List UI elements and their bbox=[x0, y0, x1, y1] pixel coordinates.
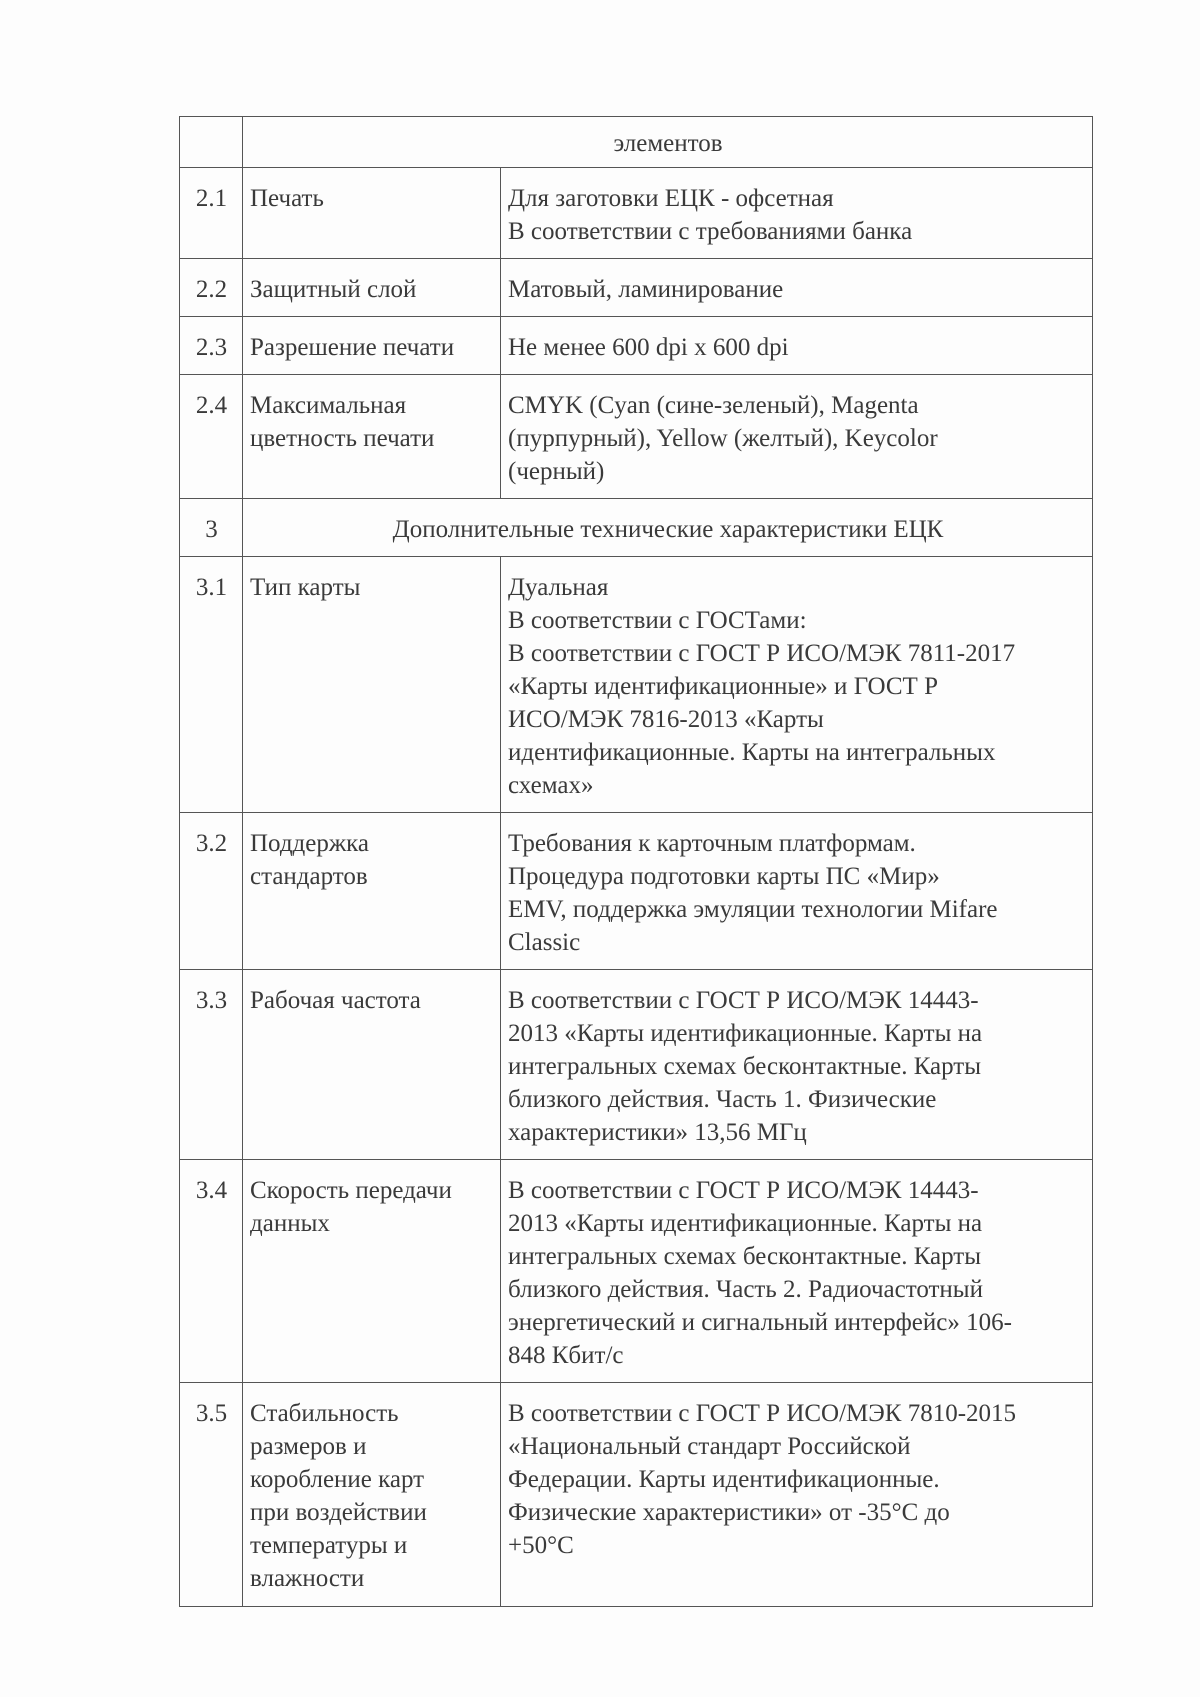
table-cell-number: 2.1 bbox=[180, 168, 243, 259]
table-cell-value: В соответствии с ГОСТ Р ИСО/МЭК 7810-2015 «Национальный стандарт Российской Федерации. Карты идентификационные. Физические характеристики» от -35°С до +50°С bbox=[501, 1383, 1093, 1607]
table-cell-number: 2.2 bbox=[180, 259, 243, 317]
table-cell-value: Требования к карточным платформам. Процедура подготовки карты ПС «Мир» EMV, поддержка эмуляции технологии Mifare Classic bbox=[501, 813, 1093, 970]
table-row bbox=[180, 1160, 1093, 1383]
table-cell-parameter: Рабочая частота bbox=[243, 970, 501, 1160]
table-cell-value: Дуальная В соответствии с ГОСТами: В соответствии с ГОСТ Р ИСО/МЭК 7811-2017 «Карты идентификационные» и ГОСТ Р ИСО/МЭК 7816-2013 «Карты идентификационные. Карты на интегральных схемах» bbox=[501, 557, 1093, 813]
table-row bbox=[180, 1383, 1093, 1607]
table-cell-parameter: Разрешение печати bbox=[243, 317, 501, 375]
table-row bbox=[180, 259, 1093, 317]
table-cell-value: Для заготовки ЕЦК - офсетная В соответствии с требованиями банка bbox=[501, 168, 1093, 259]
table-row-section-header bbox=[180, 499, 1093, 557]
table-cell-parameter: Печать bbox=[243, 168, 501, 259]
spec-table bbox=[179, 116, 1093, 1607]
table-cell-value: В соответствии с ГОСТ Р ИСО/МЭК 14443- 2013 «Карты идентификационные. Карты на интегральных схемах бесконтактные. Карты близкого действия. Часть 1. Физические характеристики» 13,56 МГц bbox=[501, 970, 1093, 1160]
table-cell-parameter: Скорость передачи данных bbox=[243, 1160, 501, 1383]
table-cell-number: 3.3 bbox=[180, 970, 243, 1160]
table-cell-number: 3.1 bbox=[180, 557, 243, 813]
table-cell-parameter: Защитный слой bbox=[243, 259, 501, 317]
table-cell-value: Матовый, ламинирование bbox=[501, 259, 1093, 317]
table-row bbox=[180, 970, 1093, 1160]
table-cell-section-number: 3 bbox=[180, 499, 243, 557]
table-cell-number: 3.4 bbox=[180, 1160, 243, 1383]
table-row-continuation bbox=[180, 117, 1093, 168]
table-row bbox=[180, 557, 1093, 813]
table-cell-parameter: Тип карты bbox=[243, 557, 501, 813]
table-row bbox=[180, 168, 1093, 259]
table-cell-parameter: Стабильность размеров и коробление карт при воздействии температуры и влажности bbox=[243, 1383, 501, 1607]
table-row bbox=[180, 317, 1093, 375]
table-cell-section-title: Дополнительные технические характеристики ЕЦК bbox=[243, 499, 1093, 557]
table-row bbox=[180, 813, 1093, 970]
table-row bbox=[180, 375, 1093, 499]
table-cell-value: CMYK (Cyan (сине-зеленый), Magenta (пурпурный), Yellow (желтый), Keycolor (черный) bbox=[501, 375, 1093, 499]
table-cell-number: 2.3 bbox=[180, 317, 243, 375]
table-cell-parameter: Поддержка стандартов bbox=[243, 813, 501, 970]
table-cell-number: 3.5 bbox=[180, 1383, 243, 1607]
table-cell-number: 3.2 bbox=[180, 813, 243, 970]
table-cell-continuation: элементов bbox=[243, 117, 1093, 168]
table-cell-parameter: Максимальная цветность печати bbox=[243, 375, 501, 499]
table-cell-value: В соответствии с ГОСТ Р ИСО/МЭК 14443- 2013 «Карты идентификационные. Карты на интегральных схемах бесконтактные. Карты близкого действия. Часть 2. Радиочастотный энергетический и сигнальный интерфейс» 106- 848 Кбит/с bbox=[501, 1160, 1093, 1383]
table-cell-number: 2.4 bbox=[180, 375, 243, 499]
table-cell-value: Не менее 600 dpi x 600 dpi bbox=[501, 317, 1093, 375]
table-cell-number bbox=[180, 117, 243, 168]
